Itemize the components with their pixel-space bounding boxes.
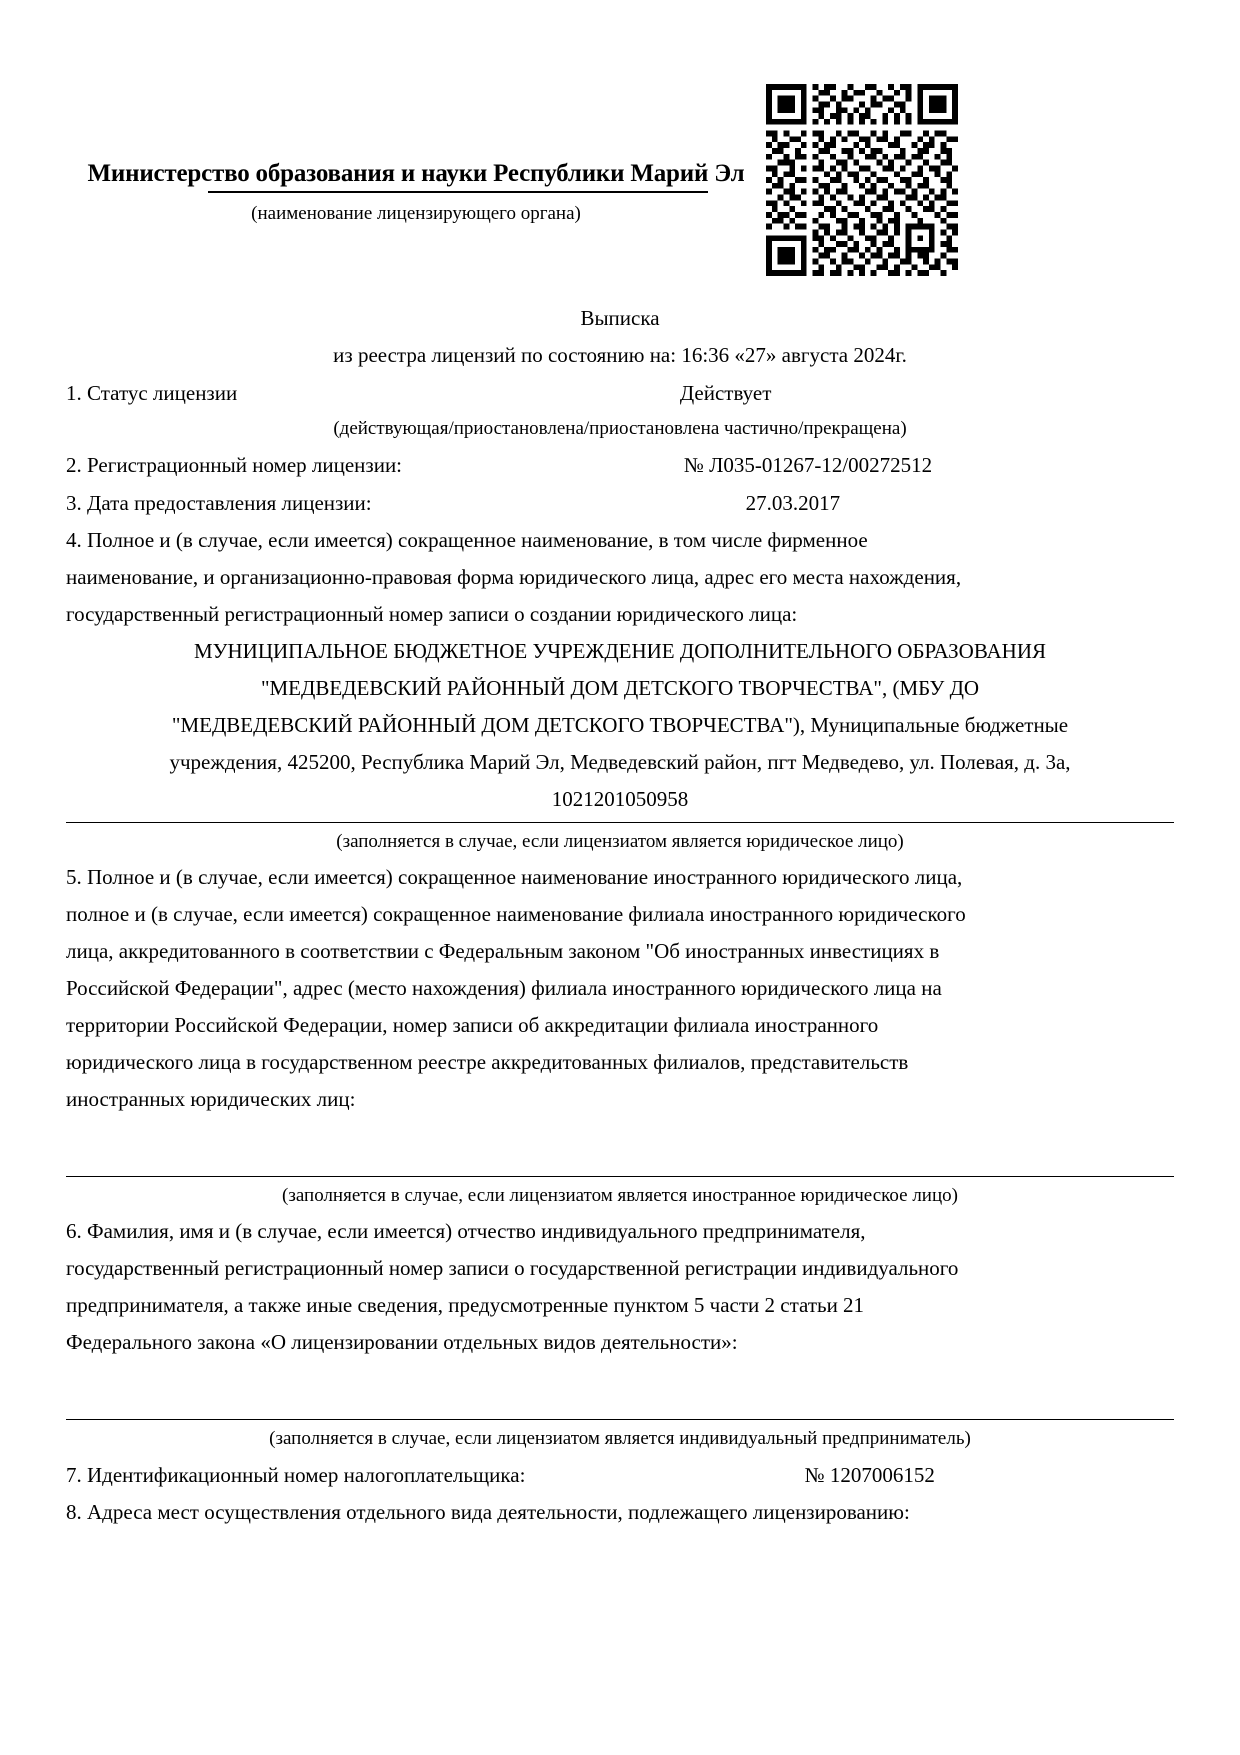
license-status-value: Действует xyxy=(679,381,772,405)
legal-entity-caption: (заполняется в случае, если лицензиатом является юридическое лицо) xyxy=(336,831,904,852)
foreign-entity-question-line-2: полное и (в случае, если имеется) сокращенное наименование филиала иностранного юридического xyxy=(66,902,966,926)
licensing-authority-name xyxy=(88,160,745,189)
legal-entity-value-line-5: 1021201050958 xyxy=(551,787,689,811)
foreign-entity-question-line-6: юридического лица в государственном реестре аккредитованных филиалов, представительств xyxy=(66,1050,909,1074)
legal-entity-value-line-1: МУНИЦИПАЛЬНОЕ БЮДЖЕТНОЕ УЧРЕЖДЕНИЕ ДОПОЛНИТЕЛЬНОГО ОБРАЗОВАНИЯ xyxy=(193,639,1047,663)
field-issue-date xyxy=(66,484,1174,522)
license-status-caption: (действующая/приостановлена/приостановлена частично/прекращена) xyxy=(333,418,907,439)
taxpayer-number-label: 7. Идентификационный номер налогоплательщика: xyxy=(66,1463,526,1487)
legal-entity-value-line-4: учреждения, 425200, Республика Марий Эл, Медведевский район, пгт Медведево, ул. Полевая, д. 3а, xyxy=(169,750,1071,774)
document-header xyxy=(66,160,766,226)
field-taxpayer-number xyxy=(66,1456,1174,1494)
individual-entrepreneur-question-line-2: государственный регистрационный номер записи о государственной регистрации индивидуального xyxy=(66,1256,959,1280)
legal-entity-rule xyxy=(66,822,1174,823)
foreign-entity-question-line-1: 5. Полное и (в случае, если имеется) сокращенное наименование иностранного юридического лица, xyxy=(66,865,963,889)
field-legal-entity-question xyxy=(66,522,1174,633)
document-title: Выписка xyxy=(580,306,660,330)
registration-number-label: 2. Регистрационный номер лицензии: xyxy=(66,453,403,477)
foreign-entity-question-line-4: Российской Федерации", адрес (место нахождения) филиала иностранного юридического лица на xyxy=(66,976,942,1000)
legal-entity-question-line-2: наименование, и организационно-правовая форма юридического лица, адрес его места нахождения, xyxy=(66,565,962,589)
foreign-entity-question-line-7: иностранных юридических лиц: xyxy=(66,1087,356,1111)
registration-number-value: № Л035-01267-12/00272512 xyxy=(683,453,933,477)
legal-entity-question-line-3: государственный регистрационный номер записи о создании юридического лица: xyxy=(66,602,798,626)
qr-code xyxy=(766,84,958,276)
document-subtitle: из реестра лицензий по состоянию на: 16:36 «27» августа 2024г. xyxy=(333,343,907,367)
authority-underline xyxy=(208,191,709,193)
field-activity-addresses-label: 8. Адреса мест осуществления отдельного вида деятельности, подлежащего лицензированию: xyxy=(66,1500,910,1524)
legal-entity-question-line-1: 4. Полное и (в случае, если имеется) сокращенное наименование, в том числе фирменное xyxy=(66,528,868,552)
issue-date-label: 3. Дата предоставления лицензии: xyxy=(66,491,372,515)
issue-date-value: 27.03.2017 xyxy=(745,491,841,515)
legal-entity-value-line-3: "МЕДВЕДЕВСКИЙ РАЙОННЫЙ ДОМ ДЕТСКОГО ТВОРЧЕСТВА"), Муниципальные бюджетные xyxy=(171,713,1069,737)
qr-code-image xyxy=(766,84,958,276)
individual-entrepreneur-question-line-4: Федерального закона «О лицензировании отдельных видов деятельности»: xyxy=(66,1330,738,1354)
foreign-entity-question-line-5: территории Российской Федерации, номер записи об аккредитации филиала иностранного xyxy=(66,1013,879,1037)
field-individual-entrepreneur-question xyxy=(66,1213,1174,1361)
field-license-status xyxy=(66,374,1174,412)
individual-entrepreneur-question-line-3: предпринимателя, а также иные сведения, предусмотренные пунктом 5 части 2 статьи 21 xyxy=(66,1293,865,1317)
taxpayer-number-value: № 1207006152 xyxy=(804,1463,935,1487)
foreign-entity-question-line-3: лица, аккредитованного в соответствии с Федеральным законом "Об иностранных инвестициях в xyxy=(66,939,940,963)
legal-entity-value-line-2: "МЕДВЕДЕВСКИЙ РАЙОННЫЙ ДОМ ДЕТСКОГО ТВОРЧЕСТВА", (МБУ ДО xyxy=(260,676,980,700)
individual-entrepreneur-value xyxy=(66,1361,1174,1415)
license-status-label: 1. Статус лицензии xyxy=(66,381,238,405)
individual-entrepreneur-caption: (заполняется в случае, если лицензиатом является индивидуальный предприниматель) xyxy=(269,1428,971,1449)
legal-entity-value xyxy=(66,633,1174,818)
licensing-authority-text: Министерство образования и науки Республики Марий Эл xyxy=(87,160,745,187)
foreign-entity-caption: (заполняется в случае, если лицензиатом является иностранное юридическое лицо) xyxy=(282,1185,958,1206)
foreign-entity-value xyxy=(66,1118,1174,1172)
licensing-authority-caption: (наименование лицензирующего органа) xyxy=(251,202,581,224)
field-foreign-entity-question xyxy=(66,859,1174,1118)
foreign-entity-rule xyxy=(66,1176,1174,1177)
field-registration-number xyxy=(66,446,1174,484)
document-body xyxy=(66,300,1174,1531)
individual-entrepreneur-question-line-1: 6. Фамилия, имя и (в случае, если имеется) отчество индивидуального предпринимателя, xyxy=(66,1219,866,1243)
individual-entrepreneur-rule xyxy=(66,1419,1174,1420)
